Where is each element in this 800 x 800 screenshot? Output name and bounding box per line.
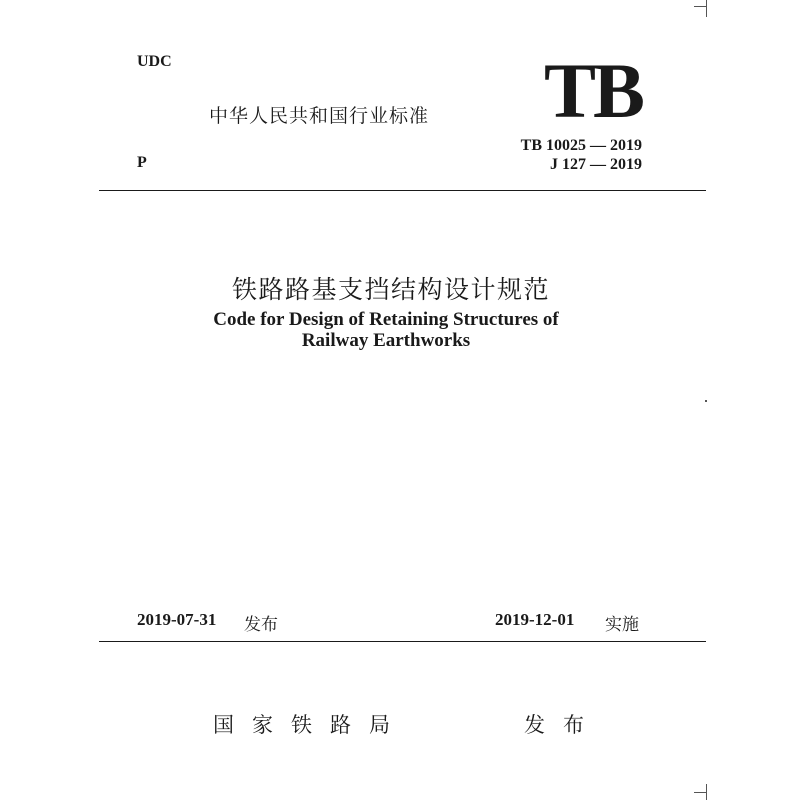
crop-mark-bottom-tick: [694, 792, 706, 793]
crop-mark-bottom: [706, 784, 707, 800]
udc-label: UDC: [137, 53, 172, 70]
standard-number: TB 10025 — 2019: [520, 137, 642, 154]
issuer-action: 发布: [524, 713, 602, 737]
crop-mark-top: [706, 0, 707, 17]
title-english-line2: Railway Earthworks: [301, 330, 471, 351]
top-divider: [99, 190, 706, 191]
issue-date: 2019-07-31: [137, 610, 217, 629]
title-chinese: 铁路路基支挡结构设计规范: [231, 275, 550, 304]
bottom-divider: [99, 641, 706, 642]
title-english-line1: Code for Design of Retaining Structures of: [213, 309, 559, 330]
implementation-label: 实施: [605, 615, 639, 635]
record-number: J 127 — 2019: [550, 156, 642, 173]
implementation-date: 2019-12-01: [495, 610, 575, 629]
issuer-name: 国家铁路局: [213, 713, 408, 737]
tb-logo: TB: [543, 47, 642, 134]
category-code: P: [137, 154, 147, 171]
crop-mark-middle: [705, 400, 707, 402]
industry-standard-heading: 中华人民共和国行业标准: [209, 105, 430, 127]
crop-mark-top-tick: [694, 6, 706, 7]
issue-label: 发布: [244, 615, 278, 635]
